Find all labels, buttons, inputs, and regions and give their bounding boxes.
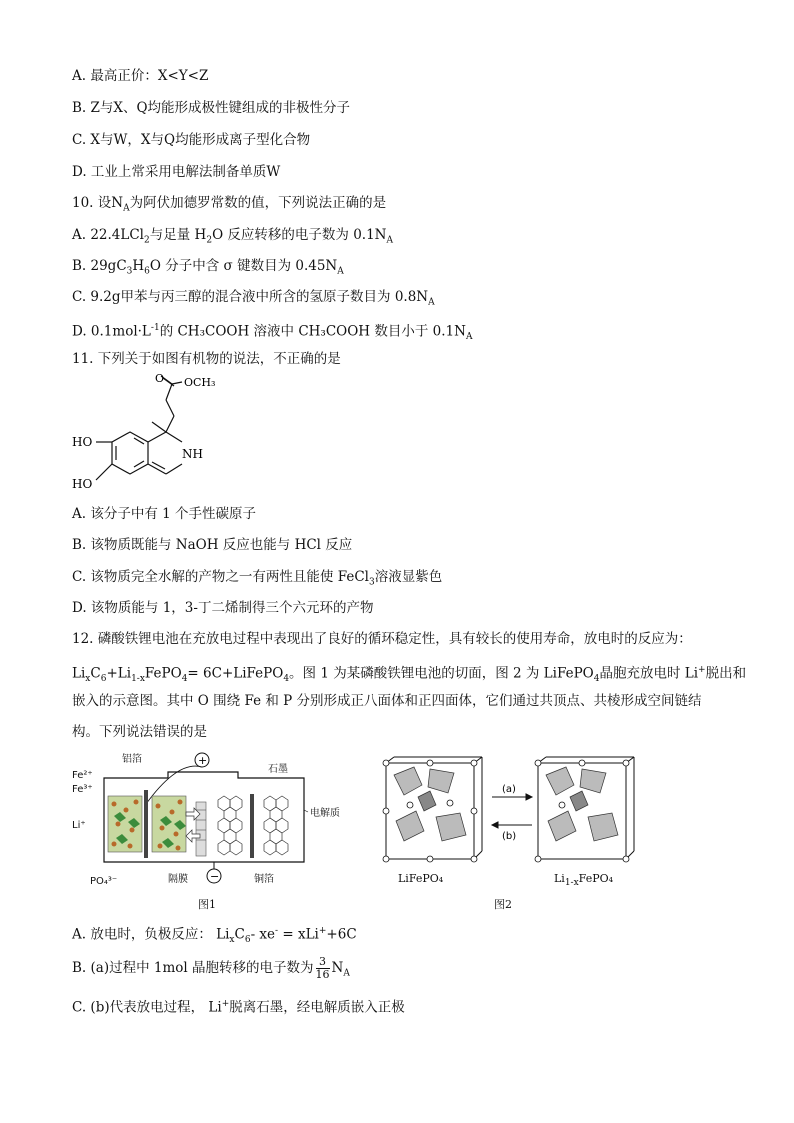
po4-label: PO₄³⁻ — [90, 876, 118, 887]
q12-stem-line2: $Li_xC_6+Li_{1-x}FePO_4=$ 6C+LiFePO$_4$。图 1 为某磷酸铁锂电池的切面，图 2 为 LiFePO$_4$晶胞充放电时 Li+脱出和 — [72, 665, 747, 685]
fe2-label: Fe²⁺ — [72, 770, 93, 781]
figure-1-battery — [68, 750, 358, 890]
q12-option-c: C. (b)代表放电过程， Li+脱离石墨，经电解质嵌入正极 — [72, 999, 405, 1016]
arrow-b-label: (b) — [502, 831, 517, 842]
q9-option-c: C. X与W，X与Q均能形成离子型化合物 — [72, 132, 311, 148]
li1-xfepo4-cell — [535, 757, 634, 862]
arrow-a-label: (a) — [502, 784, 516, 795]
q9-option-a: A. 最高正价：X<Y<Z — [72, 68, 209, 84]
figure-1-caption: 图1 — [198, 898, 216, 911]
q12-option-b: B. (a)过程中 1mol 晶胞转移的电子数为 $\frac{3}{16}$ $N_A$ — [72, 955, 350, 981]
q12-stem-line1: 12. 磷酸铁锂电池在充放电过程中表现出了良好的循环稳定性，具有较长的使用寿命，放电时的反应为： — [72, 631, 692, 647]
nh-label: NH — [182, 447, 203, 461]
q11-option-c: C. 该物质完全水解的产物之一有两性且能使 FeCl$_3$溶液显紫色 — [72, 569, 443, 588]
structure-bonds — [96, 376, 182, 480]
process-arrows — [492, 794, 532, 828]
q10-option-a: A. 22.4LCl$_2$与足量 $H_2O$ 反应转移的电子数为 $0.1N_A$ — [72, 227, 393, 246]
q10-option-b: B. $29gC_3H_6O$ 分子中含 σ 键数目为 $0.45N_A$ — [72, 258, 344, 277]
q12-stem-line4: 构。下列说法错误的是 — [72, 724, 207, 740]
li-label: Li⁺ — [72, 820, 86, 831]
q12-stem-line3: 嵌入的示意图。其中 O 围绕 Fe 和 P 分别形成正八面体和正四面体，它们通过共顶点、共棱形成空间链结 — [72, 693, 702, 709]
fraction-3-16: $\frac{3}{16}$ — [315, 955, 330, 981]
q11-structure-diagram — [68, 372, 238, 497]
figure-2-crystal — [380, 755, 640, 870]
q11-option-a: A. 该分子中有 1 个手性碳原子 — [72, 506, 257, 522]
cu-foil-label: 铜箔 — [254, 874, 274, 885]
al-foil-label: 铝箔 — [122, 754, 142, 765]
figure-2-right-label: $Li_{1-x}FePO_4$ — [554, 872, 614, 889]
q9-option-b: B. Z与X、Q均能形成极性键组成的非极性分子 — [72, 100, 351, 116]
q12-option-a: A. 放电时，负极反应： $Li_xC_6-$ xe- = xLi++6C — [72, 926, 357, 946]
q10-stem: 10. 设$N_A$为阿伏加德罗常数的值，下列说法正确的是 — [72, 195, 387, 214]
svg-text:−: − — [210, 870, 220, 883]
q11-option-b: B. 该物质既能与 NaOH 反应也能与 HCl 反应 — [72, 537, 353, 553]
graphite-label: 石墨 — [268, 764, 288, 775]
q10-option-d: D. $0.1mol\cdot L^{-1}$的 CH₃COOH 溶液中 CH₃COOH 数目小于 $0.1N_A$ — [72, 323, 473, 343]
fe3-label: Fe³⁺ — [72, 784, 93, 795]
q9-option-d: D. 工业上常采用电解法制备单质W — [72, 164, 281, 180]
ho-top-label: HO — [72, 435, 93, 449]
al-foil — [144, 790, 148, 858]
figure-2-left-label: LiFePO₄ — [398, 872, 444, 885]
q11-option-d: D. 该物质能与 1，3-丁二烯制得三个六元环的产物 — [72, 600, 374, 616]
ho-bottom-label: HO — [72, 477, 93, 491]
q10-option-c: C. 9.2g甲苯与丙三醇的混合液中所含的氢原子数目为 $0.8N_A$ — [72, 289, 435, 308]
lifepo4-cell — [383, 757, 482, 862]
q11-stem: 11. 下列关于如图有机物的说法，不正确的是 — [72, 351, 341, 367]
carbonyl-o-label: O — [155, 372, 165, 385]
svg-text:+: + — [198, 754, 208, 767]
electrolyte-label: 电解质 — [310, 808, 340, 819]
ester-label: OCH₃ — [184, 376, 216, 389]
cu-foil — [250, 794, 254, 858]
figure-2-caption: 图2 — [494, 898, 512, 911]
separator-label: 隔膜 — [168, 874, 188, 885]
